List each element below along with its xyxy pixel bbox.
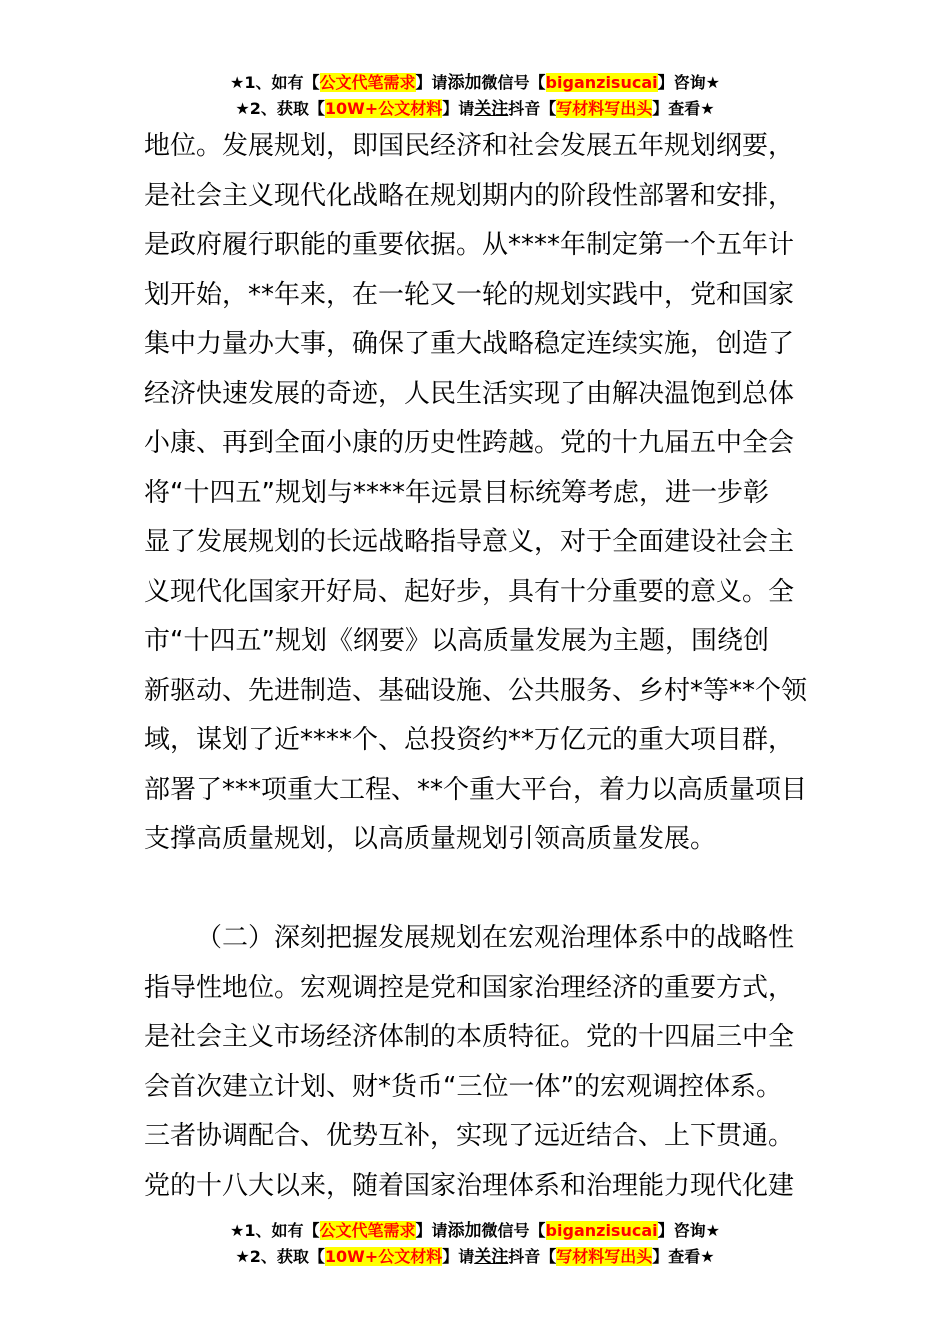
document-body [144, 122, 814, 1211]
promo-highlight: biganzisucai [545, 73, 658, 92]
paragraph-2 [144, 914, 814, 1211]
text-line: 指导性地位。宏观调控是党和国家治理经济的重要方式， [144, 972, 795, 1003]
promo-emphasis: 关注 [474, 99, 509, 119]
promo-text: 抖音【 [508, 99, 557, 118]
promo-highlight: 公文代笔需求 [319, 1221, 416, 1240]
promo-text: 】查看★ [652, 1247, 715, 1266]
promo-text: 微信号【 [481, 1221, 546, 1240]
promo-text: ★1、如有【 [230, 1221, 320, 1240]
text-line: 是社会主义市场经济体制的本质特征。党的十四届三中全 [144, 1022, 795, 1052]
promo-highlight: 10W+公文材料 [324, 1247, 443, 1266]
promo-text: 微信号【 [481, 73, 546, 92]
promo-emphasis: 关注 [474, 1247, 509, 1267]
text-line: 三者协调配合、优势互补，实现了远近结合、上下贯通。 [144, 1121, 795, 1151]
text-line: 会首次建立计划、财*货币“三位一体”的宏观调控体系。 [144, 1071, 782, 1102]
promo-text: 】请 [415, 1221, 448, 1240]
text-line: 部署了***项重大工程、**个重大平台，着力以高质量项目 [144, 774, 808, 805]
promo-banner-top [0, 70, 950, 122]
text-line: 划开始，**年来，在一轮又一轮的规划实践中，党和国家 [144, 279, 795, 310]
promo-highlight: 写材料写出头 [556, 1247, 653, 1266]
text-line: 义现代化国家开好局、起好步，具有十分重要的意义。全 [144, 576, 795, 607]
paragraph-spacer [144, 865, 814, 915]
text-line: 支撑高质量规划，以高质量规划引领高质量发展。 [144, 824, 717, 854]
text-line: 党的十八大以来，随着国家治理体系和治理能力现代化建 [144, 1170, 795, 1201]
promo-highlight: 10W+公文材料 [324, 99, 443, 118]
promo-text: 抖音【 [508, 1247, 557, 1266]
promo-line-1 [0, 1218, 950, 1244]
promo-text: 】咨询★ [657, 73, 720, 92]
promo-text: ★2、获取【 [235, 99, 325, 118]
promo-text: 】请 [442, 99, 475, 118]
text-line: 是社会主义现代化战略在规划期内的阶段性部署和安排， [144, 180, 795, 211]
text-line: 是政府履行职能的重要依据。从****年制定第一个五年计 [144, 230, 795, 260]
promo-highlight: 写材料写出头 [556, 99, 653, 118]
promo-line-1 [0, 70, 950, 96]
text-line: 地位。发展规划，即国民经济和社会发展五年规划纲要， [144, 131, 795, 161]
promo-text: 】请 [415, 73, 448, 92]
text-line: 域，谋划了近****个、总投资约**万亿元的重大项目群， [144, 725, 795, 755]
text-line: 经济快速发展的奇迹，人民生活实现了由解决温饱到总体 [144, 378, 795, 409]
promo-text: ★1、如有【 [230, 73, 320, 92]
text-line: 显了发展规划的长远战略指导意义，对于全面建设社会主 [144, 527, 795, 557]
promo-line-2 [0, 1244, 950, 1270]
paragraph-1 [144, 122, 814, 865]
promo-banner-bottom [0, 1218, 950, 1270]
text-line: 市“十四五”规划《纲要》以高质量发展为主题，围绕创 [144, 626, 769, 656]
promo-text: ★2、获取【 [235, 1247, 325, 1266]
section-heading-line: （二）深刻把握发展规划在宏观治理体系中的战略性 [196, 923, 795, 953]
promo-highlight: biganzisucai [545, 1221, 658, 1240]
promo-emphasis: 添加 [447, 73, 482, 93]
text-line: 新驱动、先进制造、基础设施、公共服务、乡村*等**个领 [144, 675, 808, 706]
text-line: 将“十四五”规划与****年远景目标统筹考虑，进一步彰 [144, 477, 769, 508]
promo-emphasis: 添加 [447, 1221, 482, 1241]
promo-line-2 [0, 96, 950, 122]
promo-highlight: 公文代笔需求 [319, 73, 416, 92]
text-line: 集中力量办大事，确保了重大战略稳定连续实施，创造了 [144, 329, 795, 359]
promo-text: 】请 [442, 1247, 475, 1266]
promo-text: 】查看★ [652, 99, 715, 118]
promo-text: 】咨询★ [657, 1221, 720, 1240]
text-line: 小康、再到全面小康的历史性跨越。党的十九届五中全会 [144, 428, 795, 458]
